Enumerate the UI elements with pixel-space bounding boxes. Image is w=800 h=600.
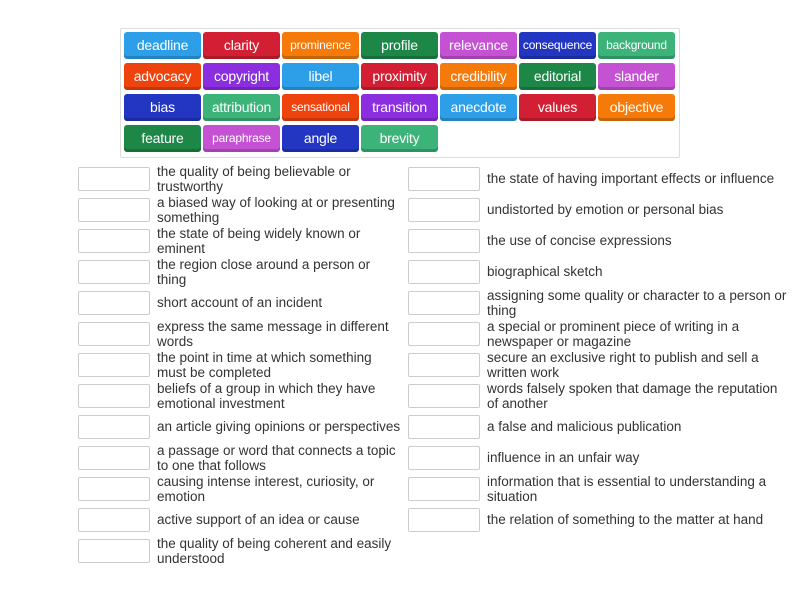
drop-slot[interactable] bbox=[408, 198, 480, 222]
definition-text: an article giving opinions or perspectives bbox=[157, 419, 401, 434]
drop-slot[interactable] bbox=[78, 415, 150, 439]
drop-slot[interactable] bbox=[408, 291, 480, 315]
drop-slot[interactable] bbox=[78, 477, 150, 501]
drop-slot[interactable] bbox=[78, 446, 150, 470]
drop-slot[interactable] bbox=[78, 322, 150, 346]
definition-text: the quality of being believable or trustworthy bbox=[157, 163, 351, 194]
drop-slot[interactable] bbox=[408, 446, 480, 470]
word-tile-feature[interactable]: feature bbox=[124, 125, 201, 152]
word-tile-background[interactable]: background bbox=[598, 32, 675, 59]
definition-text: causing intense interest, curiosity, or emotion bbox=[157, 473, 375, 504]
word-tile-bias[interactable]: bias bbox=[124, 94, 201, 121]
drop-slot[interactable] bbox=[408, 322, 480, 346]
word-bank bbox=[120, 28, 680, 158]
definition-text: a biased way of looking at or presenting something bbox=[157, 194, 395, 225]
definition-text: a passage or word that connects a topic to one that follows bbox=[157, 442, 396, 473]
definition-text: biographical sketch bbox=[487, 264, 603, 279]
word-tile-objective[interactable]: objective bbox=[598, 94, 675, 121]
word-tile-paraphrase[interactable]: paraphrase bbox=[203, 125, 280, 152]
drop-slot[interactable] bbox=[78, 198, 150, 222]
drop-slot[interactable] bbox=[408, 353, 480, 377]
definition-text: the state of being widely known or eminent bbox=[157, 225, 361, 256]
drop-slot[interactable] bbox=[408, 508, 480, 532]
word-tile-editorial[interactable]: editorial bbox=[519, 63, 596, 90]
definition-text: the use of concise expressions bbox=[487, 233, 672, 248]
drop-slot[interactable] bbox=[408, 477, 480, 501]
word-tile-brevity[interactable]: brevity bbox=[361, 125, 438, 152]
word-tile-sensational[interactable]: sensational bbox=[282, 94, 359, 121]
word-tile-angle[interactable]: angle bbox=[282, 125, 359, 152]
definition-text: the state of having important effects or influence bbox=[487, 171, 775, 186]
word-tile-anecdote[interactable]: anecdote bbox=[440, 94, 517, 121]
definition-text: express the same message in different words bbox=[157, 318, 389, 349]
definition-text: influence in an unfair way bbox=[487, 450, 640, 465]
word-tile-credibility[interactable]: credibility bbox=[440, 63, 517, 90]
drop-slot[interactable] bbox=[78, 167, 150, 191]
definition-text: the quality of being coherent and easily understood bbox=[157, 535, 392, 566]
definition-text: the point in time at which something must be completed bbox=[157, 349, 372, 380]
drop-slot[interactable] bbox=[408, 167, 480, 191]
word-tile-consequence[interactable]: consequence bbox=[519, 32, 596, 59]
drop-slot[interactable] bbox=[78, 229, 150, 253]
word-tile-relevance[interactable]: relevance bbox=[440, 32, 517, 59]
definition-text: active support of an idea or cause bbox=[157, 512, 360, 527]
definition-text: beliefs of a group in which they have emotional investment bbox=[157, 380, 376, 411]
drop-slot[interactable] bbox=[408, 384, 480, 408]
word-tile-attribution[interactable]: attribution bbox=[203, 94, 280, 121]
word-tile-prominence[interactable]: prominence bbox=[282, 32, 359, 59]
word-tile-copyright[interactable]: copyright bbox=[203, 63, 280, 90]
drop-slot[interactable] bbox=[78, 353, 150, 377]
word-tile-proximity[interactable]: proximity bbox=[361, 63, 438, 90]
definition-text: the region close around a person or thing bbox=[157, 256, 371, 287]
definition-text: a false and malicious publication bbox=[487, 419, 682, 434]
drop-slot[interactable] bbox=[78, 539, 150, 563]
definition-text: short account of an incident bbox=[157, 295, 323, 310]
drop-slot[interactable] bbox=[408, 260, 480, 284]
word-tile-libel[interactable]: libel bbox=[282, 63, 359, 90]
word-tile-values[interactable]: values bbox=[519, 94, 596, 121]
drop-slot[interactable] bbox=[78, 384, 150, 408]
definition-text: information that is essential to understanding a situation bbox=[487, 473, 767, 504]
drop-slot[interactable] bbox=[78, 260, 150, 284]
drop-slot[interactable] bbox=[408, 229, 480, 253]
definition-text: secure an exclusive right to publish and sell a written work bbox=[487, 349, 759, 380]
definition-text: a special or prominent piece of writing in a newspaper or magazine bbox=[487, 318, 740, 349]
definition-text: assigning some quality or character to a person or thing bbox=[487, 287, 787, 318]
drop-slot[interactable] bbox=[408, 415, 480, 439]
definition-text: undistorted by emotion or personal bias bbox=[487, 202, 724, 217]
definition-text: the relation of something to the matter at hand bbox=[487, 512, 764, 527]
word-tile-clarity[interactable]: clarity bbox=[203, 32, 280, 59]
word-tile-slander[interactable]: slander bbox=[598, 63, 675, 90]
word-tile-deadline[interactable]: deadline bbox=[124, 32, 201, 59]
word-tile-transition[interactable]: transition bbox=[361, 94, 438, 121]
word-tile-advocacy[interactable]: advocacy bbox=[124, 63, 201, 90]
drop-slot[interactable] bbox=[78, 291, 150, 315]
definition-text: words falsely spoken that damage the reputation of another bbox=[487, 380, 778, 411]
word-tile-profile[interactable]: profile bbox=[361, 32, 438, 59]
drop-slot[interactable] bbox=[78, 508, 150, 532]
